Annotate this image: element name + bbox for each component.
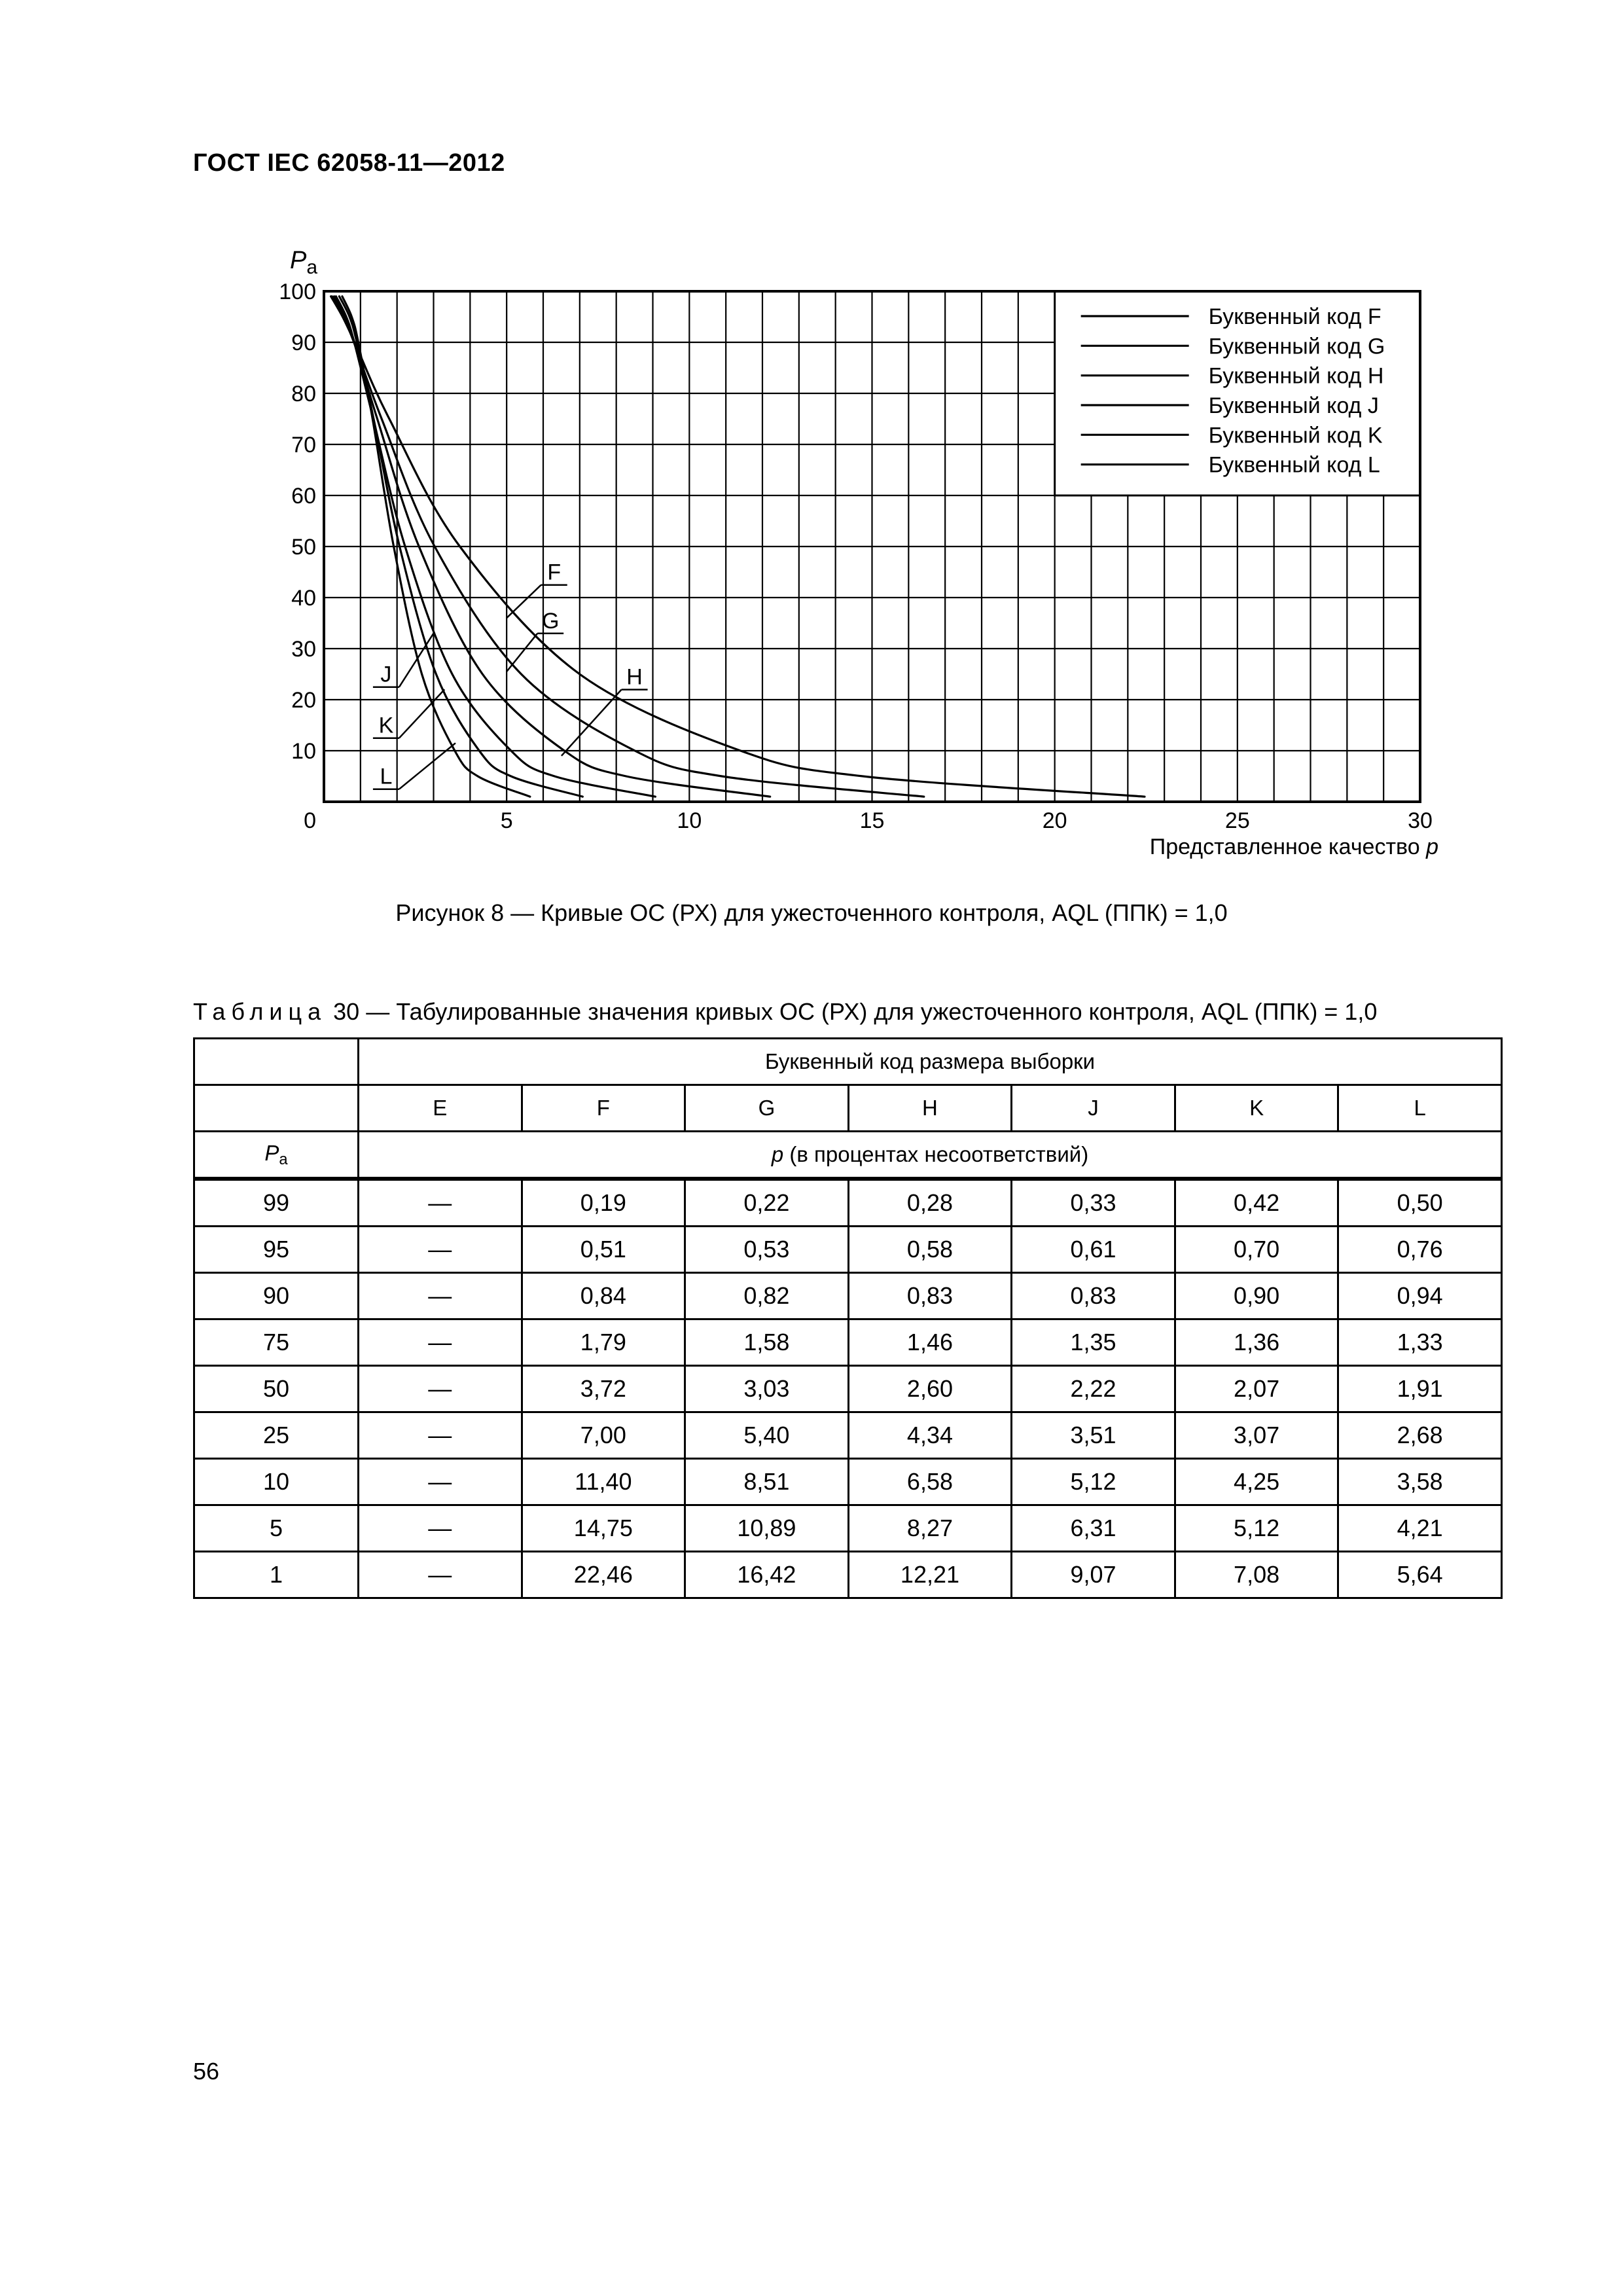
table-value-cell: — [359,1505,522,1552]
pa-symbol: P [264,1140,279,1165]
table-value-cell: 5,64 [1338,1552,1502,1598]
table-value-cell: 6,58 [848,1459,1012,1505]
table-value-cell: 3,07 [1175,1412,1338,1459]
table-value-cell: 1,46 [848,1319,1012,1366]
table-code-header: K [1175,1085,1338,1132]
table-value-cell: 2,60 [848,1366,1012,1412]
table-code-header: G [685,1085,849,1132]
curve-label-leader [399,689,444,738]
table-value-cell: — [359,1366,522,1412]
table-value-cell: — [359,1459,522,1505]
x-tick-label: 30 [1408,808,1433,833]
table-pa-cell: 5 [194,1505,359,1552]
table-value-cell: 4,25 [1175,1459,1338,1505]
table-row [194,1319,1502,1366]
table-value-cell: 0,22 [685,1179,849,1227]
table-value-cell: 0,94 [1338,1273,1502,1319]
table-value-cell: 0,19 [522,1179,685,1227]
table-pa-header [194,1132,359,1179]
oc-values-table [193,1037,1503,1599]
table-value-cell: 5,12 [1012,1459,1175,1505]
curve-label-l: L [380,764,393,789]
unit-symbol: p [771,1142,784,1166]
table-value-cell: 0,51 [522,1227,685,1273]
table-row [194,1273,1502,1319]
x-tick-label: 5 [500,808,513,833]
table-value-cell: 16,42 [685,1552,849,1598]
table-row [194,1459,1502,1505]
y-tick-label: 40 [291,586,316,611]
table-pa-cell: 99 [194,1179,359,1227]
legend-entry: Буквенный код F [1208,304,1382,329]
curve-label-k: K [378,713,394,738]
x-tick-label: 0 [304,808,316,833]
table-empty-cell [194,1085,359,1132]
table-value-cell: 0,84 [522,1273,685,1319]
table-value-cell: 0,33 [1012,1179,1175,1227]
table-row [194,1505,1502,1552]
table-value-cell: 10,89 [685,1505,849,1552]
x-tick-label: 15 [859,808,885,833]
table-value-cell: 0,58 [848,1227,1012,1273]
table-value-cell: 0,70 [1175,1227,1338,1273]
table-value-cell: 0,90 [1175,1273,1338,1319]
table-value-cell: 0,50 [1338,1179,1502,1227]
table-pa-cell: 75 [194,1319,359,1366]
table-value-cell: 8,27 [848,1505,1012,1552]
table-value-cell: — [359,1227,522,1273]
table-value-cell: — [359,1319,522,1366]
table-value-cell: 4,21 [1338,1505,1502,1552]
table-value-cell: — [359,1412,522,1459]
page-number: 56 [193,2058,220,2085]
table-code-header: H [848,1085,1012,1132]
curve-label-h: H [626,664,643,690]
table-value-cell: 0,28 [848,1179,1012,1227]
oc-curves-figure [249,236,1479,877]
table-value-cell: 0,82 [685,1273,849,1319]
curve-label-f: F [547,560,562,585]
y-axis-label [290,247,317,278]
table-value-cell: 6,31 [1012,1505,1175,1552]
table-value-cell: 0,53 [685,1227,849,1273]
table-row [194,1227,1502,1273]
legend-entry: Буквенный код G [1208,334,1385,359]
table-codes-row [194,1085,1502,1132]
x-axis-label [1150,834,1438,859]
table-pa-cell: 90 [194,1273,359,1319]
table-code-header: F [522,1085,685,1132]
curve-label-leader [399,634,434,687]
table-title-label: Таблица [193,998,327,1025]
table-value-cell: 12,21 [848,1552,1012,1598]
table-value-cell: 1,79 [522,1319,685,1366]
table-value-cell: 0,83 [848,1273,1012,1319]
table-value-cell: 3,03 [685,1366,849,1412]
table-value-cell: 7,08 [1175,1552,1338,1598]
table-title-text: 30 — Табулированные значения кривых ОС (РХ) для ужесточенного контроля, AQL (ППК) = 1,0 [327,998,1378,1025]
table-value-cell: 3,58 [1338,1459,1502,1505]
table-code-header: J [1012,1085,1175,1132]
y-axis-label-main: P [290,247,307,274]
x-axis-label-main: Представленное качество [1149,834,1427,859]
curve-label-leader [399,743,455,789]
table-body [194,1179,1502,1598]
table-value-cell: 0,83 [1012,1273,1175,1319]
table-row [194,1366,1502,1412]
y-tick-label: 20 [291,688,316,713]
legend-entry: Буквенный код J [1208,393,1379,418]
table-title [193,998,1377,1026]
table-value-cell: — [359,1179,522,1227]
table-pa-cell: 50 [194,1366,359,1412]
pa-subscript: a [279,1150,288,1168]
table-code-header: L [1338,1085,1502,1132]
table-value-cell: 1,36 [1175,1319,1338,1366]
y-tick-label: 80 [291,382,316,406]
table-value-cell: 14,75 [522,1505,685,1552]
curve-label-leader [507,585,541,619]
table-code-header: E [359,1085,522,1132]
table-value-cell: 5,12 [1175,1505,1338,1552]
table-value-cell: 2,07 [1175,1366,1338,1412]
table-value-cell: 0,61 [1012,1227,1175,1273]
y-tick-label: 50 [291,535,316,560]
table-value-cell: 8,51 [685,1459,849,1505]
y-tick-label: 30 [291,637,316,662]
table-value-cell: 5,40 [685,1412,849,1459]
table-value-cell: 22,46 [522,1552,685,1598]
legend-entry: Буквенный код K [1208,423,1383,448]
legend-entry: Буквенный код H [1208,363,1384,389]
table-value-cell: 7,00 [522,1412,685,1459]
table-value-cell: 3,51 [1012,1412,1175,1459]
unit-text: (в процентах несоответствий) [783,1142,1089,1166]
table-value-cell: 9,07 [1012,1552,1175,1598]
table-value-cell: 1,58 [685,1319,849,1366]
table-group-header: Буквенный код размера выборки [359,1039,1502,1085]
table-value-cell: 11,40 [522,1459,685,1505]
table-pa-cell: 1 [194,1552,359,1598]
table-pa-cell: 25 [194,1412,359,1459]
curve-label-j: J [380,662,392,687]
legend-entry: Буквенный код L [1208,452,1380,478]
y-tick-label: 70 [291,433,316,457]
table-value-cell: 0,76 [1338,1227,1502,1273]
table-row [194,1179,1502,1227]
curve-label-leader [507,634,537,672]
document-header: ГОСТ IEC 62058-11—2012 [193,149,505,177]
x-tick-label: 20 [1042,808,1067,833]
y-tick-label: 60 [291,484,316,509]
table-pa-cell: 95 [194,1227,359,1273]
y-tick-label: 10 [291,739,316,764]
x-axis-label-symbol: p [1426,834,1438,859]
table-value-cell: — [359,1552,522,1598]
x-tick-label: 25 [1224,808,1250,833]
table-unit-header [359,1132,1502,1179]
table-value-cell: 2,22 [1012,1366,1175,1412]
y-axis-label-sub: a [306,257,318,278]
table-row [194,1552,1502,1598]
table-corner-cell [194,1039,359,1085]
oc-curves-chart [249,236,1479,877]
table-value-cell: 3,72 [522,1366,685,1412]
table-value-cell: 1,91 [1338,1366,1502,1412]
table-value-cell: 0,42 [1175,1179,1338,1227]
x-tick-label: 10 [677,808,702,833]
table-pa-cell: 10 [194,1459,359,1505]
table-value-cell: 1,33 [1338,1319,1502,1366]
y-tick-label: 90 [291,331,316,355]
table-value-cell: 4,34 [848,1412,1012,1459]
table-row [194,1412,1502,1459]
figure-caption: Рисунок 8 — Кривые ОС (РХ) для ужесточенного контроля, AQL (ППК) = 1,0 [395,899,1228,926]
table-value-cell: 2,68 [1338,1412,1502,1459]
curve-label-g: G [541,608,560,634]
table-value-cell: 1,35 [1012,1319,1175,1366]
y-tick-label: 100 [279,279,316,304]
table-value-cell: — [359,1273,522,1319]
